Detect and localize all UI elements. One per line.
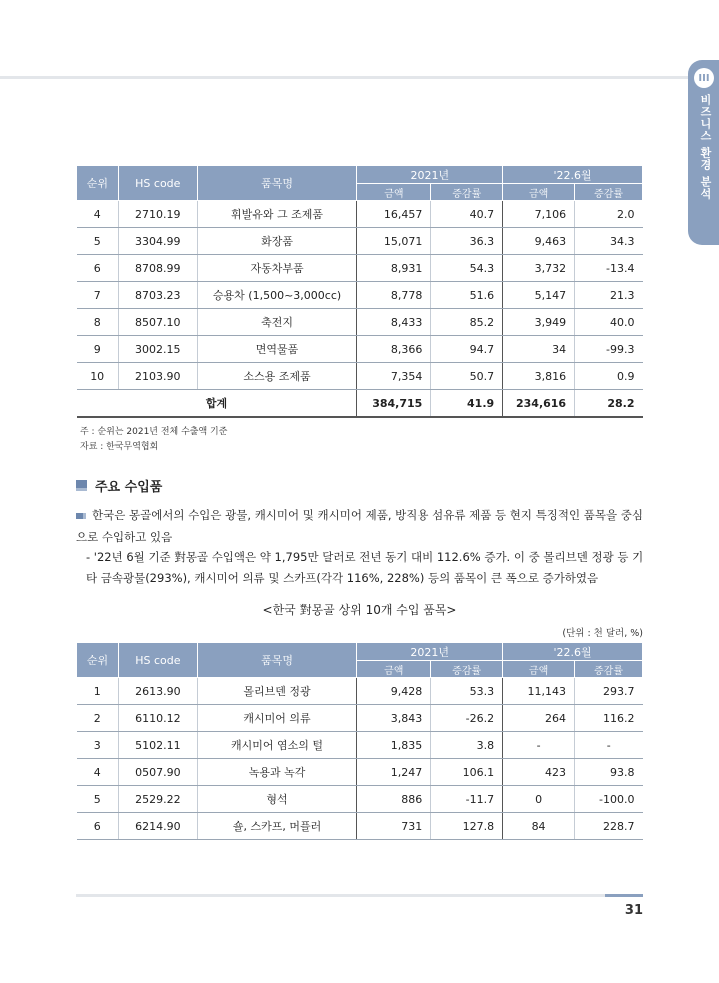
amount-2021-cell: 15,071: [357, 228, 431, 255]
amount-2022-cell: 34: [503, 336, 575, 363]
change-2021-cell: 36.3: [431, 228, 503, 255]
item-cell: 축전지: [197, 309, 357, 336]
rank-cell: 8: [77, 309, 119, 336]
change-2022-cell: 228.7: [575, 813, 643, 840]
sub-paragraph: - '22년 6월 기준 對몽골 수입액은 약 1,795만 달러로 전년 동기 대비 112.6% 증가. 이 중 몰리브덴 정광 등 기타 금속광물(293%), 캐시미어 의류 및 스카프(각각 116%, 228%) 등의 품목이 큰 폭으로 증가하였음: [86, 550, 644, 585]
rank-cell: 5: [77, 786, 119, 813]
hs-code-cell: 2103.90: [118, 363, 197, 390]
col-2021: 2021년: [357, 166, 503, 184]
col-rank: 순위: [77, 643, 119, 678]
export-items-table: [76, 165, 643, 418]
hs-code-cell: 3304.99: [118, 228, 197, 255]
amount-2021-cell: 16,457: [357, 201, 431, 228]
table-row: [77, 786, 643, 813]
hs-code-cell: 8703.23: [118, 282, 197, 309]
amount-2022-cell: 264: [503, 705, 575, 732]
square-bullet-icon: [76, 480, 87, 491]
item-cell: 녹용과 녹각: [197, 759, 357, 786]
col-change-2022: 증감률: [575, 661, 643, 678]
change-2021-cell: 50.7: [431, 363, 503, 390]
item-cell: 캐시미어 염소의 털: [197, 732, 357, 759]
hs-code-cell: 2613.90: [118, 678, 197, 705]
hs-code-cell: 0507.90: [118, 759, 197, 786]
hs-code-cell: 3002.15: [118, 336, 197, 363]
section-heading: [76, 476, 162, 495]
col-amount-2021: 금액: [357, 184, 431, 201]
page-number: 31: [624, 903, 643, 918]
table-row: [77, 282, 643, 309]
col-amount-2022: 금액: [503, 661, 575, 678]
table-source: 자료 : 한국무역협회: [80, 442, 159, 452]
hs-code-cell: 6214.90: [118, 813, 197, 840]
amount-2021-cell: 731: [357, 813, 431, 840]
rank-cell: 9: [77, 336, 119, 363]
hs-code-cell: 8507.10: [118, 309, 197, 336]
table-row: [77, 336, 643, 363]
table-row: [77, 678, 643, 705]
hs-code-cell: 2710.19: [118, 201, 197, 228]
change-2021-cell: 94.7: [431, 336, 503, 363]
table-row: [77, 363, 643, 390]
item-cell: 휘발유와 그 조제품: [197, 201, 357, 228]
amount-2022-cell: 5,147: [503, 282, 575, 309]
table-unit: (단위 : 천 달러, %): [562, 628, 643, 639]
item-cell: 승용차 (1,500~3,000cc): [197, 282, 357, 309]
rank-cell: 4: [77, 759, 119, 786]
rank-cell: 3: [77, 732, 119, 759]
hs-code-cell: 8708.99: [118, 255, 197, 282]
hs-code-cell: 5102.11: [118, 732, 197, 759]
rank-cell: 4: [77, 201, 119, 228]
change-2022-cell: -: [575, 732, 643, 759]
total-row: [77, 390, 643, 418]
top-rule: [0, 76, 690, 79]
total-amount-2022: 234,616: [503, 390, 575, 418]
bottom-rule: [76, 894, 643, 897]
rank-cell: 6: [77, 255, 119, 282]
hs-code-cell: 6110.12: [118, 705, 197, 732]
amount-2022-cell: 0: [503, 786, 575, 813]
total-change-2021: 41.9: [431, 390, 503, 418]
amount-2022-cell: 423: [503, 759, 575, 786]
item-cell: 면역물품: [197, 336, 357, 363]
item-cell: 자동차부품: [197, 255, 357, 282]
amount-2021-cell: 9,428: [357, 678, 431, 705]
bullet-icon: [76, 513, 86, 519]
bullet-text: 한국은 몽골에서의 수입은 광물, 캐시미어 및 캐시미어 제품, 방직용 섬유류 제품 등 현지 특징적인 품목을 중심으로 수입하고 있음: [76, 508, 643, 544]
table-row: [77, 201, 643, 228]
change-2021-cell: 127.8: [431, 813, 503, 840]
col-2021: 2021년: [357, 643, 503, 661]
change-2021-cell: 53.3: [431, 678, 503, 705]
col-hs-code: HS code: [118, 166, 197, 201]
amount-2021-cell: 1,835: [357, 732, 431, 759]
change-2022-cell: -100.0: [575, 786, 643, 813]
amount-2022-cell: -: [503, 732, 575, 759]
amount-2021-cell: 886: [357, 786, 431, 813]
rank-cell: 6: [77, 813, 119, 840]
col-item: 품목명: [197, 166, 357, 201]
table-row: [77, 705, 643, 732]
amount-2022-cell: 9,463: [503, 228, 575, 255]
bullet-paragraph: [76, 504, 644, 548]
change-2022-cell: -13.4: [575, 255, 643, 282]
change-2021-cell: 106.1: [431, 759, 503, 786]
table-row: [77, 732, 643, 759]
import-items-table: [76, 642, 643, 840]
amount-2021-cell: 3,843: [357, 705, 431, 732]
table-row: [77, 813, 643, 840]
hs-code-cell: 2529.22: [118, 786, 197, 813]
change-2022-cell: -99.3: [575, 336, 643, 363]
amount-2022-cell: 84: [503, 813, 575, 840]
change-2021-cell: 40.7: [431, 201, 503, 228]
change-2022-cell: 40.0: [575, 309, 643, 336]
col-item: 품목명: [197, 643, 357, 678]
amount-2021-cell: 8,931: [357, 255, 431, 282]
item-cell: 소스용 조제품: [197, 363, 357, 390]
amount-2022-cell: 3,816: [503, 363, 575, 390]
table-note: 주 : 순위는 2021년 전체 수출액 기준: [80, 427, 228, 437]
amount-2022-cell: 3,949: [503, 309, 575, 336]
item-cell: 화장품: [197, 228, 357, 255]
item-cell: 형석: [197, 786, 357, 813]
item-cell: 숄, 스카프, 머플러: [197, 813, 357, 840]
col-2022-06: '22.6월: [503, 166, 643, 184]
table-row: [77, 759, 643, 786]
change-2022-cell: 293.7: [575, 678, 643, 705]
change-2022-cell: 34.3: [575, 228, 643, 255]
rank-cell: 10: [77, 363, 119, 390]
change-2021-cell: -26.2: [431, 705, 503, 732]
col-rank: 순위: [77, 166, 119, 201]
change-2022-cell: 2.0: [575, 201, 643, 228]
col-2022-06: '22.6월: [503, 643, 643, 661]
rank-cell: 7: [77, 282, 119, 309]
change-2021-cell: 54.3: [431, 255, 503, 282]
col-change-2021: 증감률: [431, 184, 503, 201]
total-amount-2021: 384,715: [357, 390, 431, 418]
amount-2021-cell: 1,247: [357, 759, 431, 786]
total-change-2022: 28.2: [575, 390, 643, 418]
change-2021-cell: 3.8: [431, 732, 503, 759]
table-row: [77, 255, 643, 282]
item-cell: 캐시미어 의류: [197, 705, 357, 732]
rank-cell: 5: [77, 228, 119, 255]
rank-cell: 1: [77, 678, 119, 705]
col-amount-2021: 금액: [357, 661, 431, 678]
amount-2021-cell: 8,433: [357, 309, 431, 336]
chapter-title: 비즈니스 환경 분석: [699, 94, 712, 200]
rank-cell: 2: [77, 705, 119, 732]
amount-2021-cell: 7,354: [357, 363, 431, 390]
change-2022-cell: 0.9: [575, 363, 643, 390]
col-hs-code: HS code: [118, 643, 197, 678]
change-2022-cell: 116.2: [575, 705, 643, 732]
change-2022-cell: 93.8: [575, 759, 643, 786]
change-2021-cell: 51.6: [431, 282, 503, 309]
change-2022-cell: 21.3: [575, 282, 643, 309]
table-row: [77, 309, 643, 336]
table-caption: <한국 對몽골 상위 10개 수입 품목>: [262, 603, 457, 617]
section-title: 주요 수입품: [95, 480, 163, 495]
change-2021-cell: -11.7: [431, 786, 503, 813]
amount-2021-cell: 8,366: [357, 336, 431, 363]
bottom-accent: [605, 894, 643, 897]
amount-2022-cell: 3,732: [503, 255, 575, 282]
col-amount-2022: 금액: [503, 184, 575, 201]
chapter-number-badge: III: [694, 68, 714, 88]
total-label: 합계: [77, 390, 357, 418]
amount-2022-cell: 11,143: [503, 678, 575, 705]
col-change-2022: 증감률: [575, 184, 643, 201]
change-2021-cell: 85.2: [431, 309, 503, 336]
amount-2022-cell: 7,106: [503, 201, 575, 228]
col-change-2021: 증감률: [431, 661, 503, 678]
amount-2021-cell: 8,778: [357, 282, 431, 309]
item-cell: 몰리브덴 정광: [197, 678, 357, 705]
table-row: [77, 228, 643, 255]
